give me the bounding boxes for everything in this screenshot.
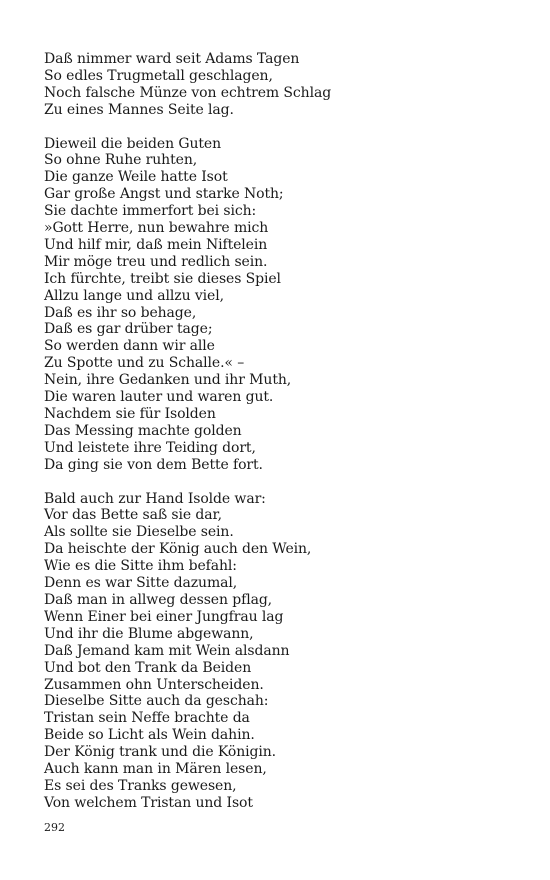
verse-line: So edles Trugmetall geschlagen, — [44, 67, 273, 84]
page-number: 292 — [44, 821, 65, 834]
verse-line: Zusammen ohn Unterscheiden. — [44, 676, 264, 693]
verse-line: Auch kann man in Mären lesen, — [44, 761, 267, 778]
verse-line: Zu Spotte und zu Schalle.« – — [44, 355, 245, 372]
verse-line: Daß es ihr so behage, — [44, 304, 197, 321]
verse-line: Gar große Angst und starke Noth; — [44, 186, 284, 203]
stanza — [44, 491, 524, 812]
verse-line: So werden dann wir alle — [44, 338, 215, 355]
verse-line: Dieselbe Sitte auch da geschah: — [44, 693, 269, 710]
verse-line: Der König trank und die Königin. — [44, 744, 277, 761]
verse-line: Da heischte der König auch den Wein, — [44, 541, 312, 558]
verse-line: Daß Jemand kam mit Wein alsdann — [44, 642, 290, 659]
verse-line: Denn es war Sitte dazumal, — [44, 575, 238, 592]
verse-line: Noch falsche Münze von echtrem Schlag — [44, 84, 332, 101]
verse-line: Dieweil die beiden Guten — [44, 135, 222, 152]
verse-line: Ich fürchte, treibt sie dieses Spiel — [44, 270, 281, 287]
verse-line: Nein, ihre Gedanken und ihr Muth, — [44, 372, 292, 389]
verse-line: Als sollte sie Dieselbe sein. — [44, 524, 234, 541]
verse-line: Vor das Bette saß sie dar, — [44, 507, 222, 524]
stanza — [44, 51, 524, 119]
verse-line: Und hilf mir, daß mein Niftelein — [44, 236, 268, 253]
verse-line: Daß es gar drüber tage; — [44, 321, 213, 338]
verse-line: Da ging sie von dem Bette fort. — [44, 456, 263, 473]
verse-line: Die ganze Weile hatte Isot — [44, 169, 228, 186]
verse-line: Nachdem sie für Isolden — [44, 406, 216, 423]
verse-line: Wie es die Sitte ihm befahl: — [44, 558, 237, 575]
verse-line: So ohne Ruhe ruhten, — [44, 152, 198, 169]
verse-line: »Gott Herre, nun bewahre mich — [44, 220, 269, 237]
verse-line: Daß man in allweg dessen pflag, — [44, 591, 273, 608]
verse-line: Sie dachte immerfort bei sich: — [44, 203, 257, 220]
verse-line: Bald auch zur Hand Isolde war: — [44, 490, 266, 507]
verse-line: Tristan sein Neffe brachte da — [44, 710, 250, 727]
verse-line: Es sei des Tranks gewesen, — [44, 777, 237, 794]
verse-line: Und bot den Trank da Beiden — [44, 659, 252, 676]
verse-line: Die waren lauter und waren gut. — [44, 389, 274, 406]
verse-line: Allzu lange und allzu viel, — [44, 287, 224, 304]
verse-line: Und leistete ihre Teiding dort, — [44, 439, 256, 456]
verse-line: Von welchem Tristan und Isot — [44, 794, 253, 811]
verse-line: Und ihr die Blume abgewann, — [44, 625, 254, 642]
verse-body — [44, 51, 524, 812]
verse-line: Wenn Einer bei einer Jungfrau lag — [44, 608, 284, 625]
verse-line: Daß nimmer ward seit Adams Tagen — [44, 51, 300, 67]
verse-line: Mir möge treu und redlich sein. — [44, 253, 268, 270]
verse-line: Zu eines Mannes Seite lag. — [44, 101, 234, 118]
stanza — [44, 136, 524, 474]
verse-line: Beide so Licht als Wein dahin. — [44, 727, 255, 744]
verse-line: Das Messing machte golden — [44, 422, 242, 439]
